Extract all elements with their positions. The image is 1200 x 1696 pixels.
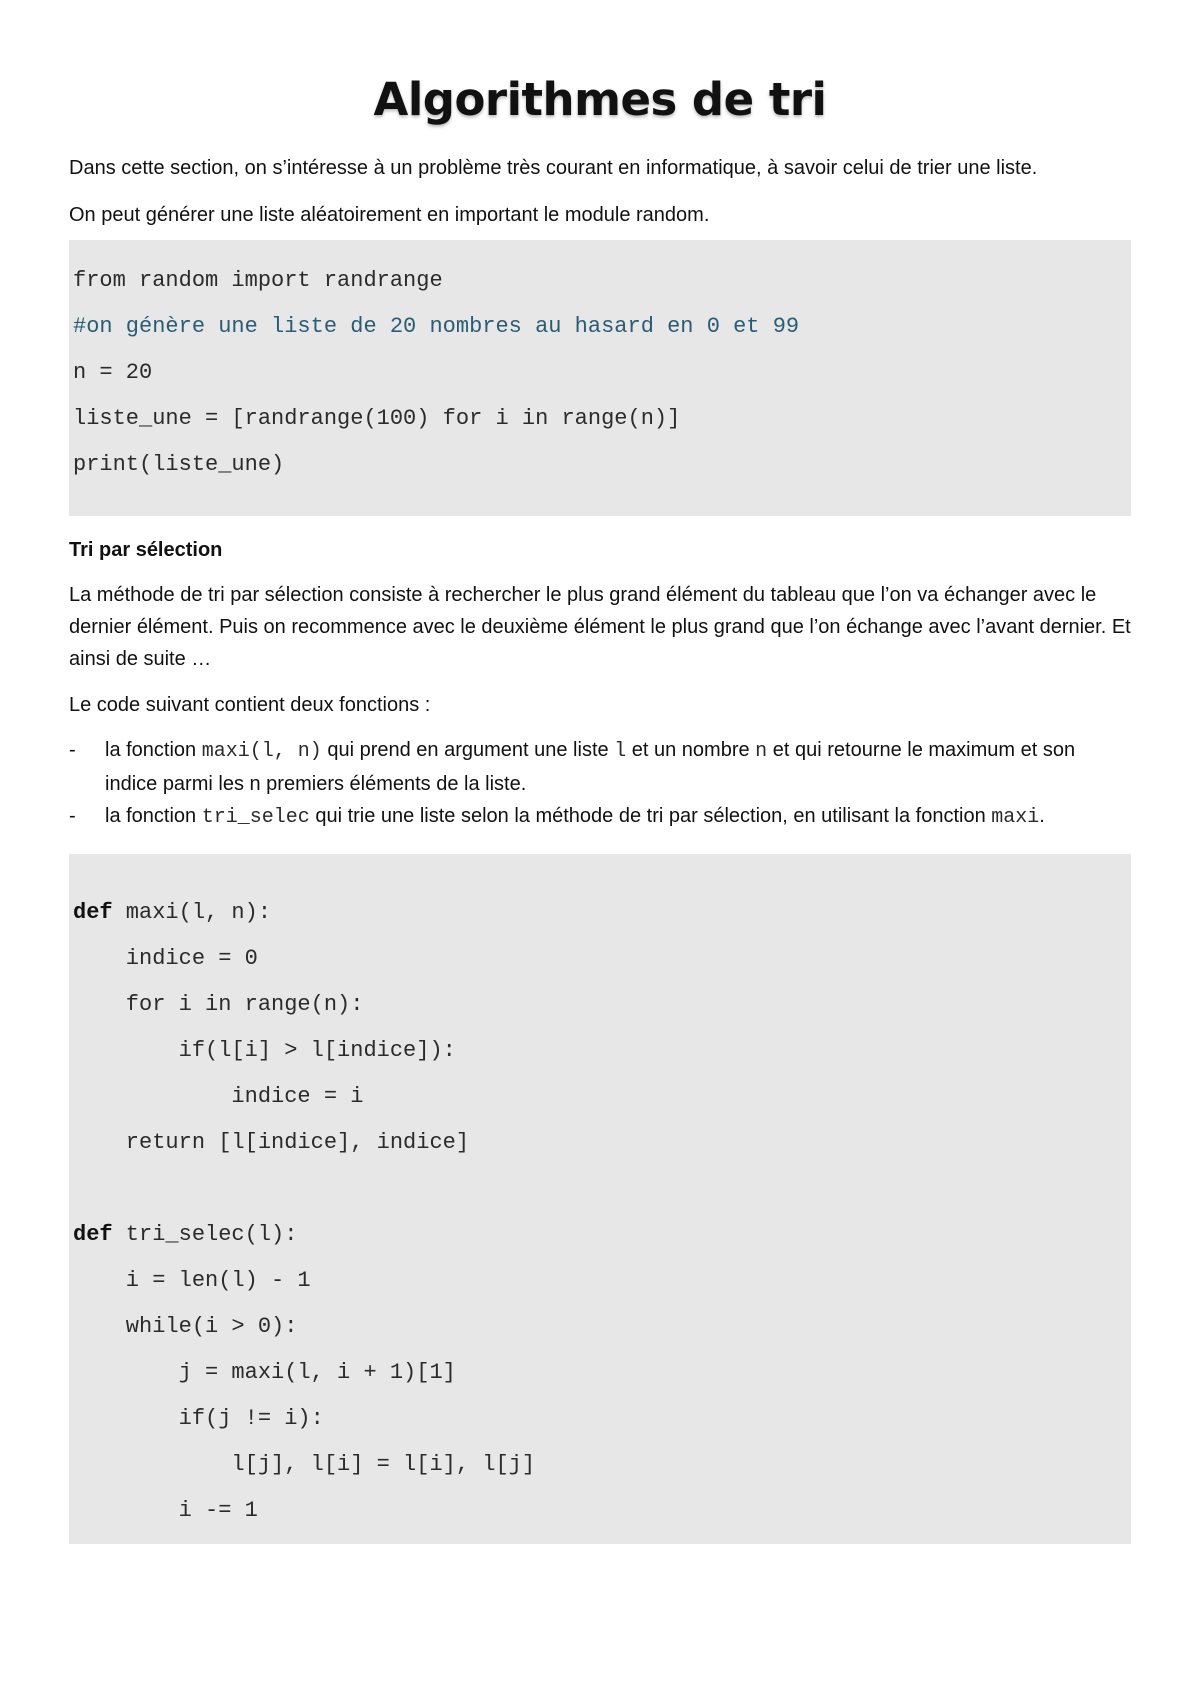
list-text: la fonction xyxy=(105,804,202,827)
list-item-maxi xyxy=(69,734,1131,800)
code-block-selection-sort xyxy=(69,854,1131,1544)
code-line: from random import randrange xyxy=(73,267,443,293)
keyword-def: def xyxy=(73,899,113,925)
function-signature: maxi(l, n): xyxy=(112,899,272,925)
section-heading: Tri par sélection xyxy=(69,538,223,561)
blank-line xyxy=(73,1166,1127,1212)
function-list xyxy=(69,734,1131,834)
list-text: . xyxy=(1039,804,1045,827)
code-block-random xyxy=(69,240,1131,516)
random-paragraph: On peut générer une liste aléatoirement en important le module random. xyxy=(69,203,710,226)
code-line: i -= 1 xyxy=(73,1497,258,1523)
code-line xyxy=(73,890,1127,936)
code-line: if(j != i): xyxy=(73,1405,324,1431)
list-text: la fonction xyxy=(105,738,202,761)
code-line xyxy=(73,1212,1127,1258)
list-text: qui prend en argument une liste xyxy=(321,738,615,761)
bullet-dash: - xyxy=(69,738,76,761)
function-signature: tri_selec(l): xyxy=(112,1221,298,1247)
code-line: j = maxi(l, i + 1)[1] xyxy=(73,1359,456,1385)
inline-code: n xyxy=(755,739,768,763)
method-paragraph: La méthode de tri par sélection consiste à rechercher le plus grand élément du tableau que l’on va échanger avec le dernier élément. Puis on recommence avec le deuxième élément le plus grand que l’on échange avec l’avant dernier. Et ainsi de suite … xyxy=(69,583,1131,670)
inline-code: tri_selec xyxy=(201,805,310,829)
code-line: i = len(l) - 1 xyxy=(73,1267,311,1293)
intro-paragraph: Dans cette section, on s’intéresse à un problème très courant en informatique, à savoir celui de trier une liste. xyxy=(69,156,1038,179)
code-line: print(liste_une) xyxy=(73,451,285,477)
list-text: qui trie une liste selon la méthode de tri par sélection, en utilisant la fonction xyxy=(309,804,992,827)
page-title: Algorithmes de tri xyxy=(373,73,827,126)
list-item-tri-selec xyxy=(69,800,1131,834)
code-line: for i in range(n): xyxy=(73,991,364,1017)
code-line: l[j], l[i] = l[i], l[j] xyxy=(73,1451,536,1477)
functions-intro: Le code suivant contient deux fonctions : xyxy=(69,693,431,716)
code-line: indice = i xyxy=(73,1083,364,1109)
keyword-def: def xyxy=(73,1221,113,1247)
code-line: if(l[i] > l[indice]): xyxy=(73,1037,456,1063)
bullet-dash: - xyxy=(69,804,76,827)
code-line: liste_une = [randrange(100) for i in range(n)] xyxy=(73,405,681,431)
inline-code: l xyxy=(614,739,627,763)
code-line: indice = 0 xyxy=(73,945,258,971)
code-line: n = 20 xyxy=(73,359,153,385)
code-comment-line: #on génère une liste de 20 nombres au hasard en 0 et 99 xyxy=(73,313,800,339)
inline-code: maxi(l, n) xyxy=(201,739,322,763)
list-text: et un nombre xyxy=(626,738,756,761)
code-line: return [l[indice], indice] xyxy=(73,1129,470,1155)
code-line: while(i > 0): xyxy=(73,1313,298,1339)
inline-code: maxi xyxy=(991,805,1040,829)
list-text: et qui retourne le maximum et son indice parmi les n premiers éléments de la liste. xyxy=(105,738,1076,795)
